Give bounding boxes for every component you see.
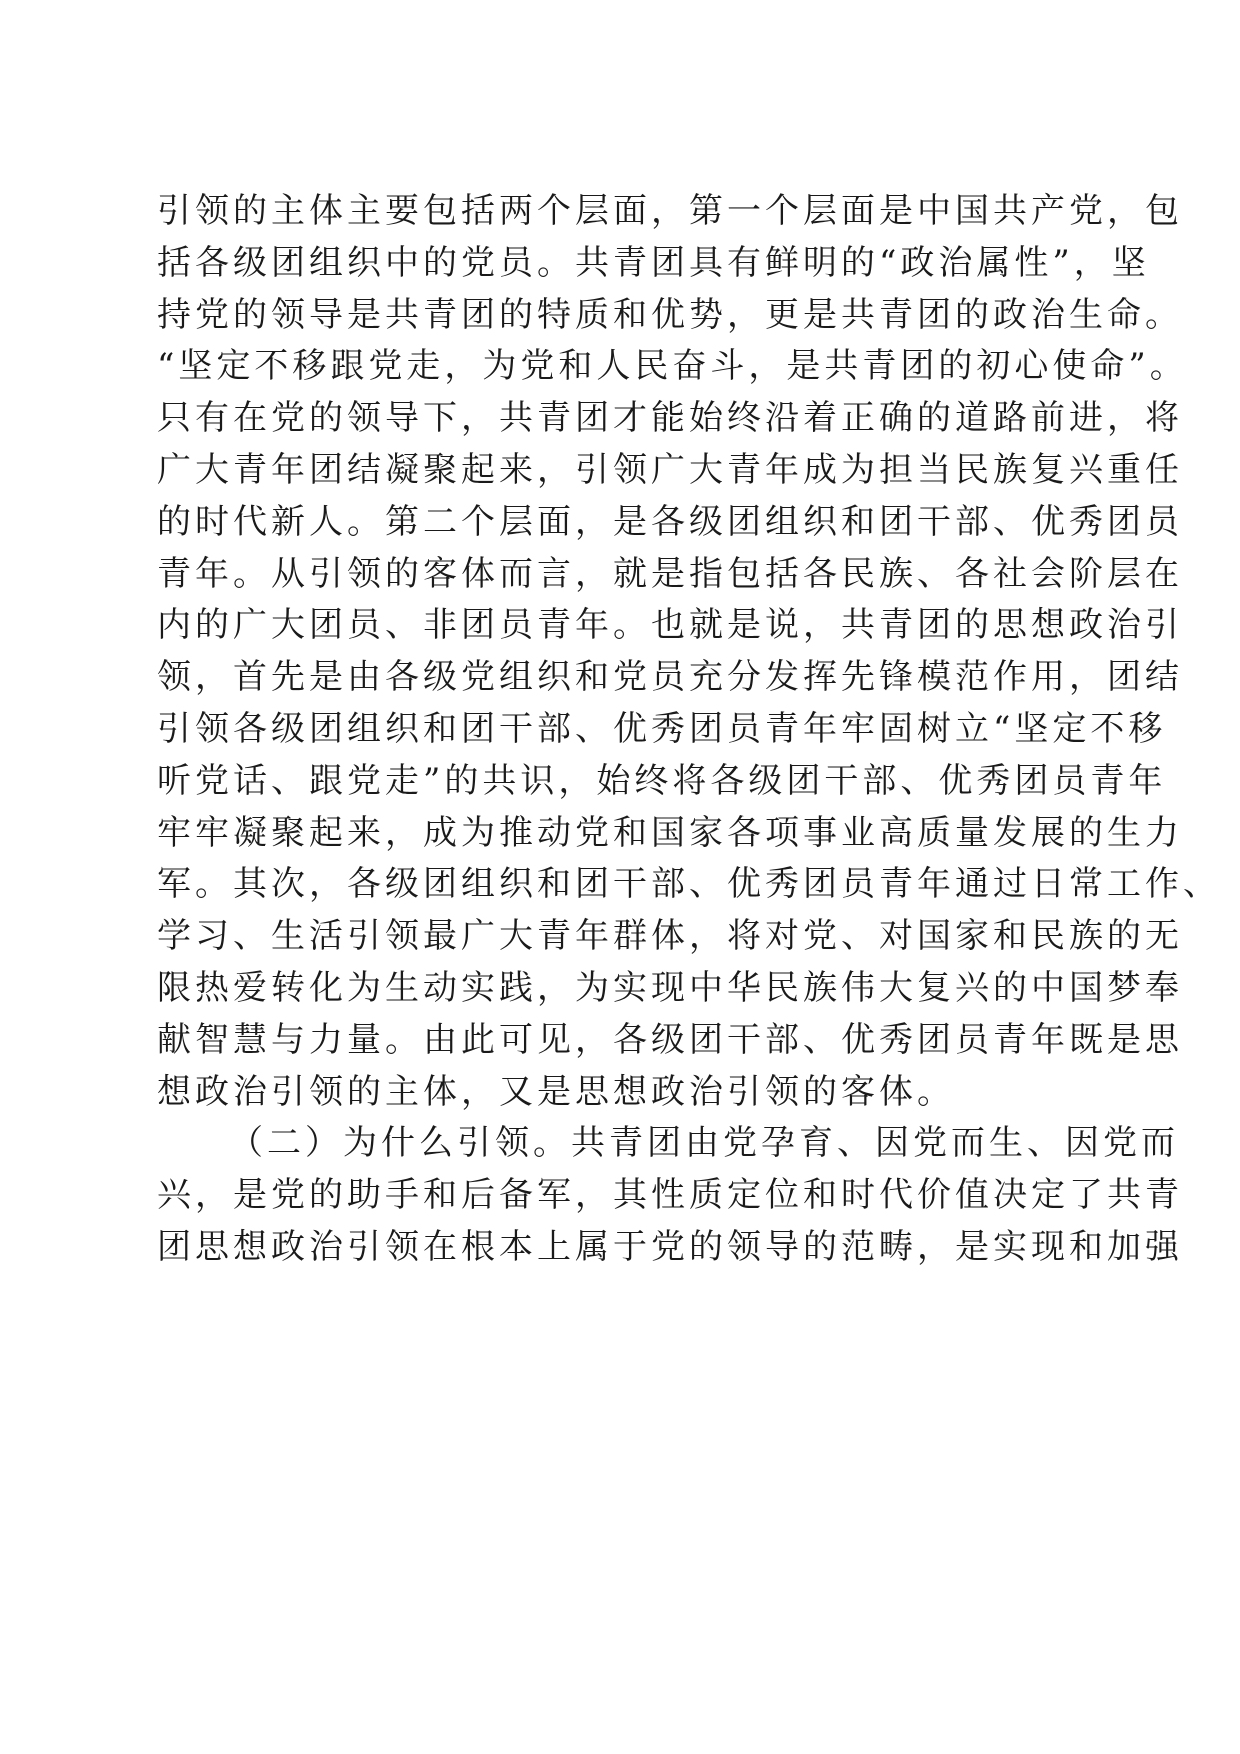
paragraph-1 — [157, 186, 1221, 1118]
text-line: 只有在党的领导下，共青团才能始终沿着正确的道路前进，将 — [157, 398, 1183, 439]
text-line: 的时代新人。第二个层面，是各级团组织和团干部、优秀团员 — [157, 501, 1183, 542]
text-line: （二）为什么引领。共青团由党孕育、因党而生、因党而 — [229, 1123, 1179, 1164]
text-line: 持党的领导是共青团的特质和优势，更是共青团的政治生命。 — [157, 294, 1183, 335]
text-line: 献智慧与力量。由此可见，各级团干部、优秀团员青年既是思 — [157, 1019, 1183, 1060]
text-line: 兴，是党的助手和后备军，其性质定位和时代价值决定了共青 — [157, 1175, 1183, 1216]
text-line: 广大青年团结凝聚起来，引领广大青年成为担当民族复兴重任 — [157, 449, 1183, 490]
text-line: 引领各级团组织和团干部、优秀团员青年牢固树立“坚定不移 — [157, 708, 1167, 749]
text-line: 学习、生活引领最广大青年群体，将对党、对国家和民族的无 — [157, 916, 1183, 957]
text-line: 括各级团组织中的党员。共青团具有鲜明的“政治属性”，坚 — [157, 242, 1150, 283]
text-line: 牢牢凝聚起来，成为推动党和国家各项事业高质量发展的生力 — [157, 812, 1183, 853]
text-line: 团思想政治引领在根本上属于党的领导的范畴，是实现和加强 — [157, 1226, 1183, 1267]
text-line: 军。其次，各级团组织和团干部、优秀团员青年通过日常工作、 — [157, 864, 1221, 905]
text-line: 青年。从引领的客体而言，就是指包括各民族、各社会阶层在 — [157, 553, 1183, 594]
text-line: 听党话、跟党走”的共识，始终将各级团干部、优秀团员青年 — [157, 760, 1167, 801]
body-text — [157, 186, 1221, 1274]
text-line: “坚定不移跟党走，为党和人民奋斗，是共青团的初心使命”。 — [157, 346, 1188, 387]
text-line: 限热爱转化为生动实践，为实现中华民族伟大复兴的中国梦奉 — [157, 967, 1183, 1008]
text-line: 想政治引领的主体，又是思想政治引领的客体。 — [157, 1071, 955, 1112]
paragraph-2 — [157, 1118, 1183, 1273]
text-line: 内的广大团员、非团员青年。也就是说，共青团的思想政治引 — [157, 605, 1183, 646]
text-line: 引领的主体主要包括两个层面，第一个层面是中国共产党，包 — [157, 191, 1183, 231]
text-line: 领，首先是由各级党组织和党员充分发挥先锋模范作用，团结 — [157, 657, 1183, 698]
